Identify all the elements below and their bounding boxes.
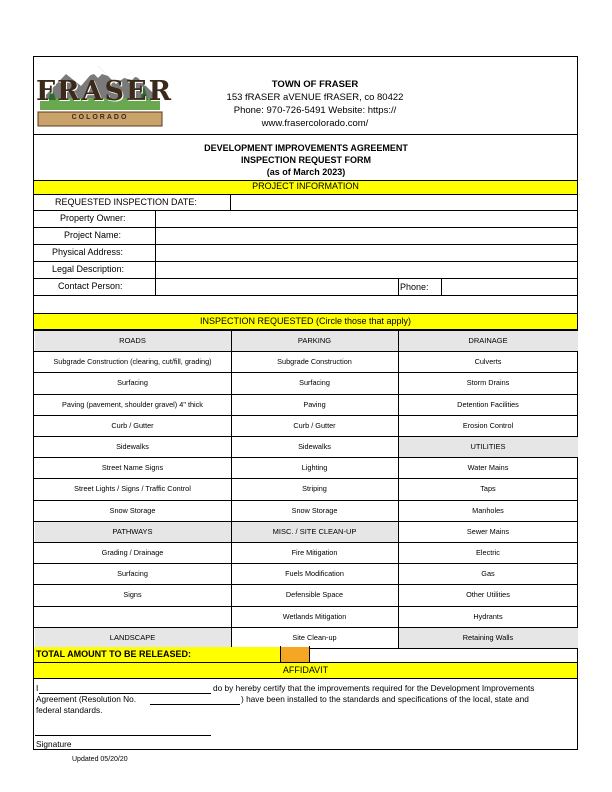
logo-subtext: COLORADO (71, 114, 129, 121)
inspection-item[interactable]: Surfacing (117, 569, 148, 579)
signature-label: Signature (36, 739, 72, 749)
inspection-item[interactable] (34, 606, 231, 627)
inspection-item[interactable]: Subgrade Construction (277, 357, 352, 367)
legal-description-input[interactable] (156, 262, 577, 278)
contact-person-input[interactable] (156, 279, 398, 295)
rule (230, 194, 231, 210)
total-amount-input[interactable] (310, 648, 577, 662)
property-owner-label: Property Owner: (60, 213, 126, 223)
inspection-item[interactable]: Water Mains (467, 463, 509, 473)
affidavit-line2-start: Agreement (Resolution No. (36, 694, 137, 704)
grid-row-line (33, 330, 578, 331)
inspection-item[interactable]: Sidewalks (116, 442, 149, 451)
inspection-item[interactable]: Gas (481, 569, 495, 579)
inspection-item[interactable]: Surfacing (117, 378, 148, 388)
category-header: UTILITIES (470, 442, 506, 451)
inspection-item[interactable]: Fire Mitigation (291, 548, 338, 557)
inspection-item[interactable]: Culverts (474, 357, 502, 367)
town-website[interactable]: www.frasercolorado.com/ (261, 118, 369, 129)
inspection-item[interactable]: Street Name Signs (101, 463, 164, 473)
grid-row-line (33, 584, 578, 585)
inspection-item[interactable]: Sewer Mains (466, 526, 510, 536)
rule (33, 678, 578, 679)
inspection-item[interactable]: Detention Facilities (457, 399, 519, 409)
grid-row-line (33, 394, 578, 395)
inspection-item[interactable]: Wetlands Mitigation (282, 611, 347, 621)
affidavit-line1-end: do by hereby certify that the improvements required for the Development Improvements (213, 683, 535, 693)
phone-label: Phone: (400, 282, 429, 292)
signature-line[interactable] (35, 735, 211, 736)
grid-column-line (231, 329, 232, 648)
inspection-item[interactable]: Paving (pavement, shoulder gravel) 4" thick (62, 399, 203, 409)
grid-row-line (33, 542, 578, 543)
grid-row-line (33, 478, 578, 479)
grid-column-line (398, 329, 399, 648)
inspection-item[interactable]: Taps (480, 484, 496, 494)
inspection-item[interactable]: Fuels Modification (285, 569, 344, 579)
inspection-item[interactable]: Grading / Drainage (101, 548, 164, 557)
grid-row-line (33, 563, 578, 564)
project-info-title: PROJECT INFORMATION (252, 181, 359, 191)
form-title-line3: (as of March 2023) (266, 167, 346, 177)
inspection-date-label: REQUESTED INSPECTION DATE: (55, 197, 197, 207)
inspection-item[interactable]: Striping (302, 484, 327, 494)
inspection-item[interactable]: Erosion Control (462, 420, 514, 430)
project-name-input[interactable] (156, 228, 577, 244)
inspection-item[interactable]: Defensible Space (285, 590, 344, 600)
inspection-item[interactable]: Signs (123, 590, 142, 600)
inspection-requested-title: INSPECTION REQUESTED (Circle those that apply) (199, 316, 412, 326)
header-divider (33, 134, 578, 135)
fraser-logo (36, 60, 174, 130)
affidavit-title: AFFIDAVIT (282, 665, 329, 675)
inspection-item[interactable]: Other Utilities (466, 590, 510, 600)
category-header: ROADS (119, 336, 146, 345)
legal-description-label: Legal Description: (52, 264, 125, 274)
inspection-date-input[interactable] (231, 195, 577, 210)
inspection-item[interactable]: Snow Storage (291, 505, 338, 515)
property-owner-input[interactable] (156, 211, 577, 227)
inspection-item[interactable]: Snow Storage (109, 505, 156, 515)
rule (33, 295, 578, 296)
physical-address-label: Physical Address: (52, 247, 124, 257)
inspection-item[interactable]: Surfacing (299, 378, 330, 388)
rule (280, 646, 281, 663)
total-amount-box (280, 647, 309, 662)
inspection-item[interactable]: Subgrade Construction (clearing, cut/fill, grading) (53, 357, 212, 367)
inspection-item[interactable]: Site Clean-up (292, 632, 337, 642)
total-amount-label: TOTAL AMOUNT TO BE RELEASED: (36, 649, 192, 659)
logo-wordmark: FRASER (36, 76, 174, 107)
inspection-item[interactable]: Retaining Walls (462, 632, 514, 642)
inspection-item[interactable]: Electric (476, 548, 500, 557)
rule (398, 278, 399, 295)
grid-row-line (33, 372, 578, 373)
grid-row-line (33, 457, 578, 458)
grid-row-line (33, 436, 578, 437)
category-header: MISC. / SITE CLEAN-UP (272, 526, 357, 536)
inspection-item[interactable]: Curb / Gutter (293, 420, 336, 430)
category-header: LANDSCAPE (109, 632, 156, 642)
category-header: PARKING (297, 336, 332, 345)
category-header: PATHWAYS (112, 526, 153, 536)
town-name: TOWN OF FRASER (271, 79, 359, 90)
rule (309, 646, 310, 663)
grid-row-line (33, 351, 578, 352)
contact-person-label: Contact Person: (58, 281, 123, 291)
inspection-item[interactable]: Lighting (301, 463, 328, 473)
inspection-item[interactable]: Manholes (472, 505, 504, 515)
inspection-item[interactable]: Street Lights / Signs / Traffic Control (74, 484, 191, 494)
grid-row-line (33, 606, 578, 607)
updated-date: Updated 05/20/20 (72, 756, 128, 763)
category-header: DRAINAGE (468, 336, 508, 345)
form-title-line1: DEVELOPMENT IMPROVEMENTS AGREEMENT (204, 143, 408, 153)
physical-address-input[interactable] (156, 245, 577, 261)
grid-row-line (33, 500, 578, 501)
grid-row-line (33, 521, 578, 522)
inspection-item[interactable]: Paving (303, 399, 326, 409)
inspection-item[interactable]: Curb / Gutter (111, 420, 154, 430)
inspection-item[interactable]: Hydrants (473, 611, 503, 621)
grid-row-line (33, 627, 578, 628)
affidavit-line3: federal standards. (36, 705, 103, 715)
affidavit-line2-end: ) have been installed to the standards and specifications of the local, state and (241, 694, 529, 704)
inspection-item[interactable]: Sidewalks (298, 442, 331, 451)
project-name-label: Project Name: (64, 230, 122, 240)
phone-input[interactable] (442, 279, 577, 295)
affidavit-line1-start: I (36, 683, 39, 693)
inspection-item[interactable]: Storm Drains (466, 378, 510, 388)
town-contact: Phone: 970-726-5491 Website: https:// (233, 105, 397, 116)
grid-row-line (33, 415, 578, 416)
resolution-number-blank[interactable] (150, 704, 240, 705)
form-title-line2: INSPECTION REQUEST FORM (240, 155, 371, 165)
town-address: 153 fRASER aVENUE fRASER, co 80422 (226, 92, 404, 103)
